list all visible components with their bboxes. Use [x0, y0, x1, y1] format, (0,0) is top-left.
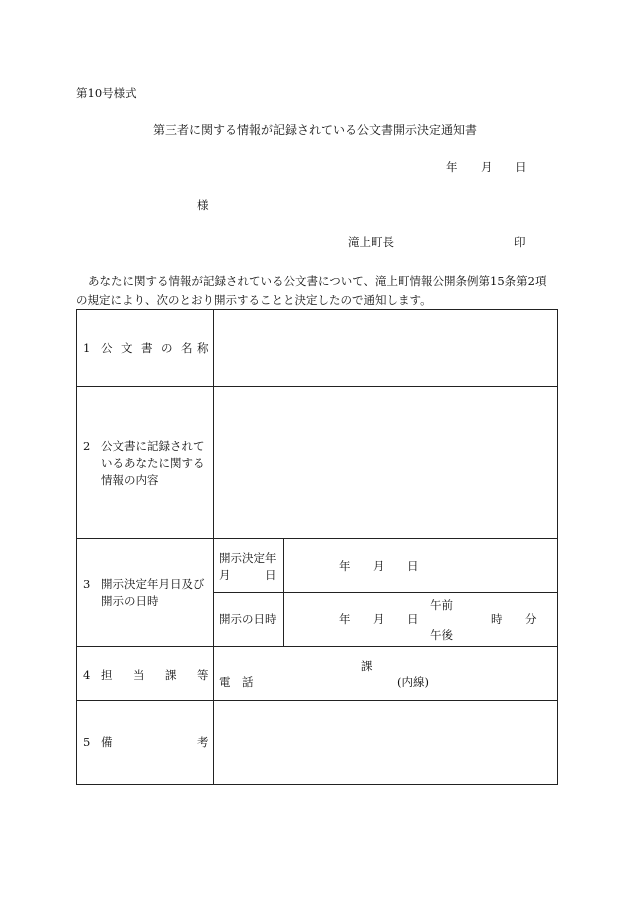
row1-number: 1 [83, 341, 91, 355]
disclosure-year: 年 [339, 612, 351, 626]
row4-number: 4 [83, 668, 91, 682]
decision-date-label-line-1: 開示決定年 [219, 551, 277, 565]
row1-label-5: 名 [181, 341, 193, 355]
disclosure-hour: 時 [491, 612, 503, 626]
row2-label-line-3: 情報の内容 [101, 473, 159, 487]
row3-label-line-1: 開示決定年月日及び [101, 577, 205, 591]
row3-number: 3 [83, 577, 91, 591]
issuer-seal: 印 [514, 235, 526, 249]
decision-date-label-line-2: 月 日 [219, 568, 277, 582]
row2-number: 2 [83, 439, 91, 453]
row2-label-line-1: 公文書に記録されて [101, 439, 205, 453]
decision-date-year: 年 [339, 559, 351, 573]
row4-label-4: 等 [197, 668, 209, 682]
row4-label-3: 課 [165, 668, 177, 682]
section-suffix: 課 [361, 659, 373, 673]
details-table [76, 309, 558, 785]
row2-label-line-2: いるあなたに関する [101, 456, 205, 470]
disclosure-pm: 午後 [430, 628, 453, 642]
disclosure-month: 月 [373, 612, 385, 626]
notice-body [76, 272, 556, 310]
phone-label: 電 話 [219, 675, 254, 689]
date-month: 月 [481, 160, 493, 174]
row1-label-2: 文 [121, 341, 133, 355]
decision-date-day: 日 [407, 559, 419, 573]
disclosure-minute: 分 [525, 612, 537, 626]
row1-label-3: 書 [141, 341, 153, 355]
date-day: 日 [515, 160, 527, 174]
row5-label-1: 備 [101, 735, 113, 749]
row1-label-4: の [161, 341, 173, 355]
row4-label-2: 当 [133, 668, 145, 682]
disclosure-day: 日 [407, 612, 419, 626]
issuer-name: 滝上町長 [348, 235, 394, 249]
row4-label-1: 担 [101, 668, 113, 682]
date-year: 年 [446, 160, 458, 174]
document-title: 第三者に関する情報が記録されている公文書開示決定通知書 [153, 123, 478, 137]
row1-label-6: 称 [197, 341, 209, 355]
row5-label-2: 考 [197, 735, 209, 749]
notice-body-text: あなたに関する情報が記録されている公文書について、滝上町情報公開条例第15条第2項の規定により、次のとおり開示することと決定したので通知します。 [76, 274, 547, 307]
row3-label-line-2: 開示の日時 [101, 594, 159, 608]
disclosure-time-label: 開示の日時 [219, 612, 277, 626]
decision-date-month: 月 [373, 559, 385, 573]
form-number: 第10号様式 [76, 86, 137, 100]
row1-label-1: 公 [101, 341, 113, 355]
extension-label: (内線) [397, 675, 429, 689]
disclosure-am: 午前 [430, 598, 453, 612]
row5-number: 5 [83, 735, 91, 749]
addressee-suffix: 様 [197, 198, 209, 212]
